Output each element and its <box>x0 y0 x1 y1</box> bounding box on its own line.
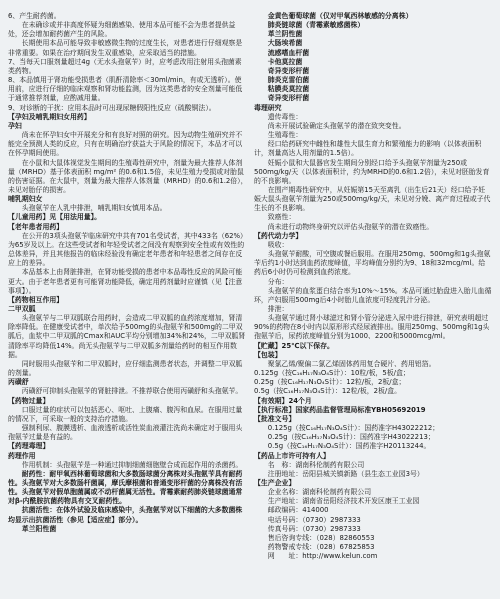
insert-paragraph: 奇异变形杆菌 <box>254 94 310 103</box>
insert-paragraph: 丙磺舒 <box>8 378 29 387</box>
insert-paragraph: 孕妇 <box>8 121 22 130</box>
insert-paragraph: 卡他莫拉菌 <box>254 57 303 66</box>
insert-paragraph: 金黄色葡萄球菌（仅对甲氧西林敏感的分离株） <box>254 12 413 20</box>
insert-paragraph: 8、本品慎用于肾功能受损患者（肌酐清除率＜30ml/min，有或无透析）。使用前，应进行仔细的临床观察和肾功能监测，因为这类患者的安全剂量可能低于通常推荐剂量，应酌减用量。 <box>8 76 243 103</box>
insert-paragraph: 注册地址：岳阳县城关镇新路（县生态工业园3号） <box>254 469 424 478</box>
insert-paragraph: 致癌性： <box>254 213 296 222</box>
insert-paragraph: 生产地址：湖南省岳阳经济技术开发区康王工业园 <box>254 497 420 506</box>
insert-paragraph: 7、当每天口服剂量超过4g（无水头孢氨苄）时，应考虑改用注射用头孢菌素类药物。 <box>8 57 242 75</box>
insert-paragraph: 电话号码：（0730）2987333 <box>254 515 361 524</box>
insert-paragraph: 生殖毒性： <box>254 131 303 140</box>
insert-paragraph: 聚氯乙烯/聚偏二氯乙烯固体药用复合硬片、药用铝箔。 <box>254 359 436 368</box>
insert-paragraph: 【生产企业】 <box>254 478 296 487</box>
insert-paragraph: 抗菌活性：在体外试验及临床感染中，头孢氨苄对以下细菌的大多数菌株均显示出抗菌活性（参见【适应症】部分）。 <box>8 506 243 524</box>
insert-paragraph: 【包装】 <box>254 350 282 359</box>
insert-paragraph: 头孢氨苄在人乳中排泄，哺乳期妇女慎用本品。 <box>8 204 167 213</box>
insert-paragraph: 【药代动力学】 <box>254 231 303 240</box>
insert-paragraph: 企业名称：湖南科伦制药有限公司 <box>254 488 372 497</box>
insert-paragraph: 奇异变形杆菌 <box>254 66 310 75</box>
insert-paragraph: 头孢氨苄的血浆蛋白结合率为10%～15%。本品可通过胎盘进入胎儿血循环，产妇服用500mg后4小时胎儿血浓度可轻度乳汁分泌。 <box>254 286 492 304</box>
insert-paragraph: 耐药性：耐甲氧西林葡萄球菌和大多数肠球菌分离株对头孢氨苄具有耐药性。头孢氨苄对大多数肠杆菌属，摩氏摩根菌和普通变形杆菌的分离株没有活性。头孢氨苄对假单胞菌属或不动杆菌属无活性。青霉素耐药肺炎链球菌通常对β-内酰胺抗菌药物具有交叉耐药性。 <box>8 469 243 506</box>
insert-paragraph: 经口给药研究中雌性和雄性大鼠生育力和繁殖能力的影响（以体表面积计，剂量高达人用剂量的1.5倍）。 <box>254 140 482 158</box>
insert-paragraph: 妊娠小鼠和大鼠器官发生期间分别经口给予头孢氨苄剂量为250或500mg/kg/天（以体表面积计，约为MRHD的0.6和1.2倍），未见对胚胎发育的不良影响。 <box>254 158 490 185</box>
insert-paragraph: 网 址：http://www.kelun.com <box>254 552 378 561</box>
insert-paragraph: 0.25g（按C₁₆H₁₇N₃O₄S计）：12粒/板，2板/盒； <box>254 378 406 387</box>
insert-paragraph: 口服过量的症状可以包括恶心、呕吐、上腹痛、腹泻和血尿。在服用过量的情况下，可采取一般的支持治疗措施。 <box>8 405 243 423</box>
insert-paragraph: 【药品上市许可持有人】 <box>254 451 330 460</box>
insert-paragraph: 9、对诊断的干扰：应用本品时可出现尿糖假阳性反应（硫酸铜法）。 <box>8 103 216 112</box>
insert-paragraph: 粘膜炎莫拉菌 <box>254 85 310 94</box>
insert-paragraph: 【孕妇及哺乳期妇女用药】 <box>8 112 91 121</box>
insert-paragraph: 革兰阴性菌 <box>254 30 303 39</box>
insert-paragraph: 0.125g（按C₁₆H₁₇N₃O₄S计）：10粒/板，5板/盒； <box>254 369 410 378</box>
insert-paragraph: 0.5g（按C₁₆H₁₇N₃O₄S计）：国药准字H20113244。 <box>254 442 431 451</box>
insert-paragraph: 同时服用头孢氨苄和二甲双胍时，应仔细监测患者状态，并调整二甲双胍的剂量。 <box>8 359 243 378</box>
insert-paragraph: 药物警戒专线：（028）67825853 <box>254 543 375 552</box>
insert-paragraph: 吸收： <box>254 240 289 249</box>
insert-paragraph: 【批准文号】 <box>254 414 296 423</box>
insert-paragraph: 肺炎克雷伯菌 <box>254 76 310 85</box>
insert-paragraph: 尚未进行动物终身研究以评估头孢氨苄的潜在致癌性。 <box>254 222 434 231</box>
insert-paragraph: 【药物过量】 <box>8 396 50 405</box>
insert-paragraph: 肺炎链球菌（青霉素敏感菌株） <box>254 21 365 30</box>
insert-paragraph: 【贮藏】25℃以下保存。 <box>254 341 334 350</box>
insert-paragraph: 革兰阳性菌 <box>8 524 57 533</box>
insert-paragraph: 头孢氨苄耐酸，可空腹或餐后服用。在服用250mg、500mg和1g头孢氨苄后约1小时达到血药浓度峰值，平均峰值分别约为9、18和32mcg/ml。给药后6小时仍可检测到血药浓度。 <box>254 250 491 277</box>
insert-paragraph: 强制利尿、腹膜透析、血液透析或活性炭血液灌注洗尚未确定对于服用头孢氨苄过量是有益的。 <box>8 424 243 442</box>
insert-paragraph: 作用机制：头孢氨苄是一种通过抑制细菌细胞壁合成而起作用的杀菌药。 <box>8 460 243 469</box>
insert-paragraph: 哺乳期妇女 <box>8 195 43 204</box>
insert-paragraph: 0.125g（按C₁₆H₁₇N₃O₄S计）：国药准字H43022212； <box>254 424 440 433</box>
insert-paragraph: 二甲双胍 <box>8 305 36 313</box>
insert-paragraph: 头孢氨苄通过肾小球滤过和肾小管分泌进入尿中进行排泄，研究表明超过90%的药物在8小时内以原形形式经尿液排出。服用250mg、500mg和1g头孢氨苄后，尿药浓度峰值分别为1000、2200和5000mcg/ml。 <box>254 314 490 341</box>
insert-paragraph: 尚未在怀孕妇女中开展充分和有良好对照的研究。因为动物生殖研究并不能完全预测人类的反应，只有在明确治疗获益大于风险的情况下，本品才可以在怀孕期间使用。 <box>8 131 243 158</box>
insert-paragraph: 6、产生耐药菌。 <box>8 12 61 20</box>
insert-paragraph: 【药理毒理】 <box>8 442 50 451</box>
insert-paragraph: 邮政编码：414000 <box>254 506 329 515</box>
insert-paragraph: 本品基本上由肾脏排泄，在肾功能受损的患者中本品毒性反应的风险可能更大。由于老年患者更有可能肾功能降低，确定用药剂量时应谨慎（见【注意事项】）。 <box>8 268 243 295</box>
insert-paragraph: 名 称：湖南科伦制药有限公司 <box>254 460 365 469</box>
insert-paragraph: 流感嗜血杆菌 <box>254 48 310 57</box>
insert-paragraph: 【执行标准】国家药品监督管理局标准YBH05692019 <box>254 405 426 414</box>
insert-paragraph: 大肠埃希菌 <box>254 39 303 48</box>
insert-paragraph: 传真号码：（0730）2987333 <box>254 524 361 533</box>
insert-paragraph: 分布： <box>254 277 289 286</box>
insert-paragraph: 长期使用本品可能导致非敏感微生物的过度生长，对患者进行仔细观察是非常重要。如果在治疗期间发生双重感染，应采取适当的措施。 <box>8 39 243 57</box>
insert-paragraph: 【药物相互作用】 <box>8 295 64 304</box>
insert-paragraph: 在未确诊或并非高度怀疑为细菌感染、使用本品可能不会为患者提供益处，还会增加耐药菌产生的风险。 <box>8 21 236 39</box>
insert-right-column <box>254 12 492 561</box>
insert-paragraph: 丙磺舒可抑制头孢氨苄的肾脏排泄。不推荐联合使用丙磺舒和头孢氨苄。 <box>8 387 243 396</box>
insert-paragraph: 药理作用 <box>8 451 36 460</box>
insert-paragraph: 在公开的3项头孢氨苄临床研究中共有701名受试者，其中433名（62%）为65岁及以上。在这些受试者和年轻受试者之间没有观察到安全性或有效性的总体差异，并且其他报告的临床经验没有确定老年患者和年轻患者之间存在反应上的差异。 <box>8 231 247 268</box>
insert-paragraph: 【儿童用药】见【用法用量】。 <box>8 213 102 222</box>
insert-paragraph: 在围产期毒性研究中，从妊娠第15天至离乳（出生后21天）经口给予妊娠大鼠头孢氨苄剂量为250或500mg/kg/天，未见对分娩、离产育过程或子代生长的不良影响。 <box>254 185 491 213</box>
insert-paragraph: 遗传毒性： <box>254 112 303 121</box>
insert-paragraph: 毒理研究 <box>254 103 282 112</box>
insert-paragraph: 排泄： <box>254 305 289 313</box>
insert-paragraph: 【有效期】24个月 <box>254 396 312 405</box>
insert-paragraph: 0.25g（按C₁₆H₁₇N₃O₄S计）：国药准字H43022213； <box>254 433 435 442</box>
insert-paragraph: 售后咨询专线：（028）82860553 <box>254 533 375 542</box>
insert-paragraph: 【老年患者用药】 <box>8 222 64 231</box>
insert-paragraph: 在小鼠和大鼠体视觉发生期间的生殖毒性研究中，剂量为最大推荐人体剂量（MRHD）基于体表面积 mg/m² 的0.6和1.5倍，未见生殖力受损或对胎鼠的伤害证据。在大鼠中，剂量为最大推荐人体剂量（MRHD）的0.6和1.2倍），未见对胎仔的损害。 <box>8 158 248 194</box>
insert-left-column <box>8 12 248 534</box>
insert-paragraph: 尚未开展试验确定头孢氨苄的潜在致突变性。 <box>254 121 406 130</box>
insert-paragraph: 0.5g（按C₁₆H₁₇N₃O₄S计）：12粒/板，2板/盒。 <box>254 387 401 396</box>
insert-paragraph: 头孢氨苄与二甲双胍联合用药时，会造成二甲双胍的血药浓度增加，肾清除率降低。在健康受试者中，单次给予500mg的头孢氨苄和500mg的二甲双胍后，血浆中二甲双胍的Cmax和AUC平均分别增加34%和24%，二甲双胍肾清除率平均降低14%。尚无头孢氨苄与二甲双胍多剂量给药时的相互作用数据。 <box>8 314 246 359</box>
